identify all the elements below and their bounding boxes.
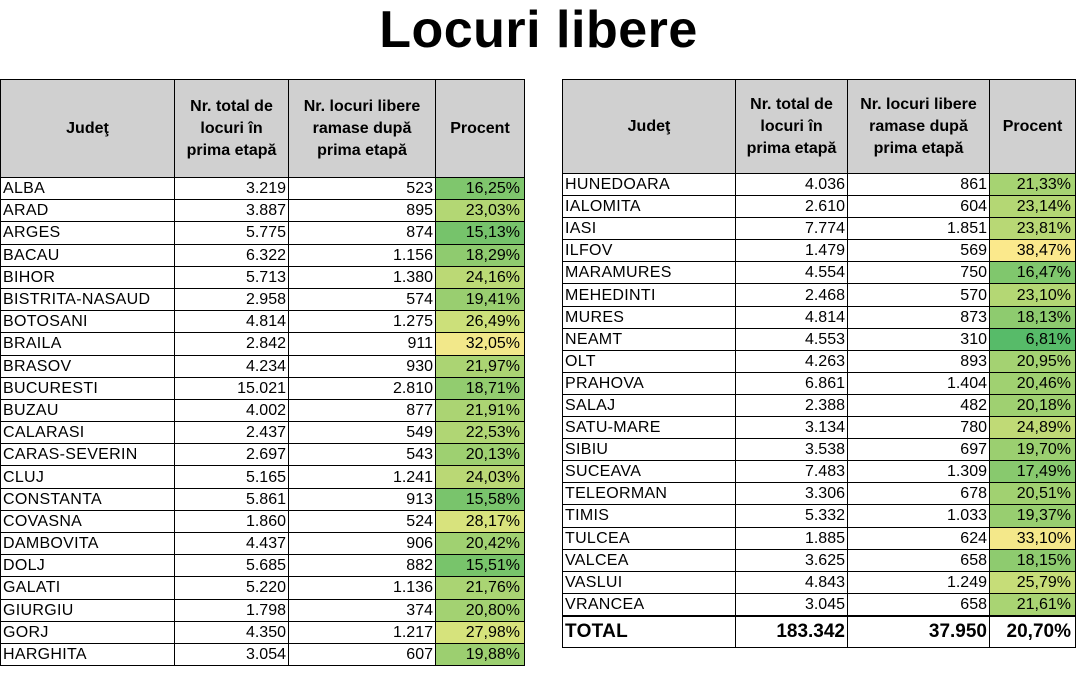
cell-procent: 18,13% — [990, 306, 1076, 328]
table-row — [563, 549, 1076, 571]
cell-procent: 16,25% — [436, 178, 525, 200]
cell-total: 5.713 — [175, 266, 289, 288]
table-row — [1, 599, 525, 621]
table-row — [1, 178, 525, 200]
cell-total: 2.468 — [736, 284, 848, 306]
cell-procent: 20,13% — [436, 444, 525, 466]
table-row — [1, 555, 525, 577]
table-row — [563, 240, 1076, 262]
cell-libere: 874 — [289, 222, 436, 244]
table-row — [563, 306, 1076, 328]
cell-judet: DOLJ — [1, 555, 175, 577]
cell-total: 4.350 — [175, 621, 289, 643]
cell-judet: BRASOV — [1, 355, 175, 377]
table-row — [563, 593, 1076, 616]
cell-total: 5.220 — [175, 577, 289, 599]
cell-libere: 678 — [848, 483, 990, 505]
table-row — [563, 372, 1076, 394]
cell-libere: 1.275 — [289, 311, 436, 333]
cell-judet: BRAILA — [1, 333, 175, 355]
cell-total: 4.002 — [175, 399, 289, 421]
cell-procent: 6,81% — [990, 328, 1076, 350]
header-judet: Judeţ — [1, 80, 175, 178]
cell-judet: IALOMITA — [563, 196, 736, 218]
table-row — [563, 394, 1076, 416]
cell-total: 1.860 — [175, 510, 289, 532]
table-row — [563, 218, 1076, 240]
cell-total: 5.685 — [175, 555, 289, 577]
cell-judet: SATU-MARE — [563, 417, 736, 439]
cell-libere: 482 — [848, 394, 990, 416]
cell-judet: MARAMURES — [563, 262, 736, 284]
table-row — [1, 488, 525, 510]
cell-judet: NEAMT — [563, 328, 736, 350]
header-total: Nr. total de locuri în prima etapă — [175, 80, 289, 178]
table-row — [1, 288, 525, 310]
cell-procent: 21,91% — [436, 399, 525, 421]
total-libere: 37.950 — [848, 616, 990, 648]
cell-procent: 24,16% — [436, 266, 525, 288]
cell-procent: 18,29% — [436, 244, 525, 266]
cell-judet: TELEORMAN — [563, 483, 736, 505]
cell-procent: 23,14% — [990, 196, 1076, 218]
cell-total: 3.538 — [736, 439, 848, 461]
table-row — [1, 377, 525, 399]
cell-judet: HARGHITA — [1, 643, 175, 665]
cell-judet: DAMBOVITA — [1, 533, 175, 555]
cell-judet: ARAD — [1, 200, 175, 222]
cell-judet: ALBA — [1, 178, 175, 200]
cell-total: 1.798 — [175, 599, 289, 621]
cell-total: 4.814 — [175, 311, 289, 333]
total-total: 183.342 — [736, 616, 848, 648]
cell-libere: 658 — [848, 593, 990, 616]
cell-libere: 1.309 — [848, 461, 990, 483]
cell-procent: 21,76% — [436, 577, 525, 599]
cell-libere: 543 — [289, 444, 436, 466]
cell-libere: 374 — [289, 599, 436, 621]
table-row — [563, 439, 1076, 461]
cell-libere: 607 — [289, 643, 436, 665]
cell-procent: 20,95% — [990, 350, 1076, 372]
cell-procent: 32,05% — [436, 333, 525, 355]
cell-total: 15.021 — [175, 377, 289, 399]
cell-libere: 1.851 — [848, 218, 990, 240]
cell-procent: 20,42% — [436, 533, 525, 555]
cell-libere: 1.249 — [848, 571, 990, 593]
cell-total: 3.887 — [175, 200, 289, 222]
cell-libere: 1.241 — [289, 466, 436, 488]
cell-total: 1.885 — [736, 527, 848, 549]
header-judet: Judeţ — [563, 80, 736, 174]
cell-judet: BUCURESTI — [1, 377, 175, 399]
cell-total: 4.036 — [736, 174, 848, 196]
header-libere: Nr. locuri libere ramase după prima etapă — [289, 80, 436, 178]
cell-procent: 18,71% — [436, 377, 525, 399]
cell-judet: OLT — [563, 350, 736, 372]
cell-total: 2.437 — [175, 422, 289, 444]
table-row — [1, 200, 525, 222]
cell-total: 6.322 — [175, 244, 289, 266]
cell-libere: 523 — [289, 178, 436, 200]
table-right-body — [563, 174, 1076, 616]
cell-total: 4.814 — [736, 306, 848, 328]
table-row — [563, 505, 1076, 527]
cell-procent: 20,51% — [990, 483, 1076, 505]
cell-procent: 38,47% — [990, 240, 1076, 262]
cell-judet: TIMIS — [563, 505, 736, 527]
cell-procent: 24,89% — [990, 417, 1076, 439]
cell-procent: 23,10% — [990, 284, 1076, 306]
table-left-body — [1, 178, 525, 666]
table-row — [1, 244, 525, 266]
cell-judet: SUCEAVA — [563, 461, 736, 483]
cell-total: 4.553 — [736, 328, 848, 350]
cell-libere: 658 — [848, 549, 990, 571]
cell-total: 3.625 — [736, 549, 848, 571]
table-row — [1, 510, 525, 532]
cell-procent: 21,61% — [990, 593, 1076, 616]
cell-judet: SIBIU — [563, 439, 736, 461]
cell-judet: PRAHOVA — [563, 372, 736, 394]
cell-procent: 15,13% — [436, 222, 525, 244]
table-row — [1, 333, 525, 355]
cell-libere: 750 — [848, 262, 990, 284]
cell-total: 2.842 — [175, 333, 289, 355]
cell-total: 2.697 — [175, 444, 289, 466]
cell-procent: 22,53% — [436, 422, 525, 444]
cell-procent: 20,46% — [990, 372, 1076, 394]
cell-libere: 1.380 — [289, 266, 436, 288]
cell-procent: 19,88% — [436, 643, 525, 665]
cell-libere: 906 — [289, 533, 436, 555]
cell-total: 4.554 — [736, 262, 848, 284]
header-row — [1, 80, 525, 178]
cell-total: 3.054 — [175, 643, 289, 665]
cell-procent: 23,81% — [990, 218, 1076, 240]
cell-total: 6.861 — [736, 372, 848, 394]
cell-libere: 882 — [289, 555, 436, 577]
cell-procent: 21,33% — [990, 174, 1076, 196]
cell-judet: GIURGIU — [1, 599, 175, 621]
table-row — [1, 399, 525, 421]
table-row — [1, 222, 525, 244]
header-procent: Procent — [990, 80, 1076, 174]
table-row — [563, 483, 1076, 505]
table-row — [1, 355, 525, 377]
cell-libere: 895 — [289, 200, 436, 222]
cell-procent: 15,58% — [436, 488, 525, 510]
cell-libere: 310 — [848, 328, 990, 350]
total-row — [563, 616, 1076, 648]
page-title: Locuri libere — [379, 1, 698, 59]
table-row — [1, 266, 525, 288]
cell-judet: BISTRITA-NASAUD — [1, 288, 175, 310]
cell-libere: 1.217 — [289, 621, 436, 643]
cell-libere: 861 — [848, 174, 990, 196]
cell-libere: 549 — [289, 422, 436, 444]
cell-judet: GALATI — [1, 577, 175, 599]
cell-judet: MURES — [563, 306, 736, 328]
cell-libere: 877 — [289, 399, 436, 421]
cell-libere: 624 — [848, 527, 990, 549]
cell-total: 7.774 — [736, 218, 848, 240]
cell-libere: 911 — [289, 333, 436, 355]
table-row — [563, 461, 1076, 483]
header-libere: Nr. locuri libere ramase după prima etapă — [848, 80, 990, 174]
cell-judet: ARGES — [1, 222, 175, 244]
cell-judet: CONSTANTA — [1, 488, 175, 510]
cell-judet: GORJ — [1, 621, 175, 643]
cell-procent: 21,97% — [436, 355, 525, 377]
table-right — [562, 79, 1076, 648]
cell-total: 5.165 — [175, 466, 289, 488]
cell-libere: 569 — [848, 240, 990, 262]
cell-total: 5.861 — [175, 488, 289, 510]
cell-judet: VASLUI — [563, 571, 736, 593]
table-row — [1, 311, 525, 333]
cell-procent: 15,51% — [436, 555, 525, 577]
cell-procent: 16,47% — [990, 262, 1076, 284]
table-row — [1, 444, 525, 466]
cell-total: 3.219 — [175, 178, 289, 200]
cell-judet: VRANCEA — [563, 593, 736, 616]
cell-judet: MEHEDINTI — [563, 284, 736, 306]
cell-judet: TULCEA — [563, 527, 736, 549]
cell-total: 4.843 — [736, 571, 848, 593]
cell-total: 5.775 — [175, 222, 289, 244]
cell-total: 1.479 — [736, 240, 848, 262]
cell-procent: 18,15% — [990, 549, 1076, 571]
table-row — [1, 577, 525, 599]
cell-libere: 2.810 — [289, 377, 436, 399]
total-procent: 20,70% — [990, 616, 1076, 648]
cell-total: 4.234 — [175, 355, 289, 377]
cell-judet: VALCEA — [563, 549, 736, 571]
header-row — [563, 80, 1076, 174]
cell-total: 2.610 — [736, 196, 848, 218]
cell-judet: SALAJ — [563, 394, 736, 416]
cell-procent: 19,41% — [436, 288, 525, 310]
cell-judet: BUZAU — [1, 399, 175, 421]
cell-procent: 20,80% — [436, 599, 525, 621]
table-row — [1, 621, 525, 643]
table-row — [563, 350, 1076, 372]
cell-procent: 33,10% — [990, 527, 1076, 549]
cell-total: 2.388 — [736, 394, 848, 416]
cell-judet: ILFOV — [563, 240, 736, 262]
cell-libere: 1.156 — [289, 244, 436, 266]
table-row — [563, 174, 1076, 196]
cell-libere: 574 — [289, 288, 436, 310]
cell-judet: COVASNA — [1, 510, 175, 532]
cell-judet: HUNEDOARA — [563, 174, 736, 196]
cell-procent: 19,70% — [990, 439, 1076, 461]
table-row — [563, 262, 1076, 284]
cell-judet: CARAS-SEVERIN — [1, 444, 175, 466]
cell-libere: 893 — [848, 350, 990, 372]
total-label: TOTAL — [563, 616, 736, 648]
cell-procent: 28,17% — [436, 510, 525, 532]
cell-judet: IASI — [563, 218, 736, 240]
cell-total: 2.958 — [175, 288, 289, 310]
header-total: Nr. total de locuri în prima etapă — [736, 80, 848, 174]
cell-libere: 1.404 — [848, 372, 990, 394]
table-row — [563, 571, 1076, 593]
table-row — [563, 284, 1076, 306]
cell-judet: CALARASI — [1, 422, 175, 444]
table-row — [563, 417, 1076, 439]
cell-procent: 17,49% — [990, 461, 1076, 483]
table-left — [0, 79, 525, 666]
cell-procent: 19,37% — [990, 505, 1076, 527]
cell-total: 4.263 — [736, 350, 848, 372]
cell-procent: 26,49% — [436, 311, 525, 333]
cell-procent: 24,03% — [436, 466, 525, 488]
cell-judet: BOTOSANI — [1, 311, 175, 333]
cell-libere: 913 — [289, 488, 436, 510]
table-row — [1, 533, 525, 555]
cell-libere: 1.033 — [848, 505, 990, 527]
cell-libere: 524 — [289, 510, 436, 532]
cell-judet: CLUJ — [1, 466, 175, 488]
table-row — [1, 466, 525, 488]
cell-procent: 20,18% — [990, 394, 1076, 416]
cell-libere: 570 — [848, 284, 990, 306]
cell-total: 3.045 — [736, 593, 848, 616]
table-row — [563, 527, 1076, 549]
cell-libere: 873 — [848, 306, 990, 328]
cell-total: 7.483 — [736, 461, 848, 483]
cell-judet: BACAU — [1, 244, 175, 266]
table-row — [1, 422, 525, 444]
cell-procent: 27,98% — [436, 621, 525, 643]
cell-procent: 25,79% — [990, 571, 1076, 593]
cell-libere: 697 — [848, 439, 990, 461]
cell-total: 3.134 — [736, 417, 848, 439]
cell-judet: BIHOR — [1, 266, 175, 288]
cell-libere: 1.136 — [289, 577, 436, 599]
table-row — [1, 643, 525, 665]
cell-total: 5.332 — [736, 505, 848, 527]
cell-total: 3.306 — [736, 483, 848, 505]
cell-libere: 780 — [848, 417, 990, 439]
header-procent: Procent — [436, 80, 525, 178]
table-row — [563, 196, 1076, 218]
cell-libere: 930 — [289, 355, 436, 377]
cell-libere: 604 — [848, 196, 990, 218]
cell-total: 4.437 — [175, 533, 289, 555]
table-row — [563, 328, 1076, 350]
cell-procent: 23,03% — [436, 200, 525, 222]
